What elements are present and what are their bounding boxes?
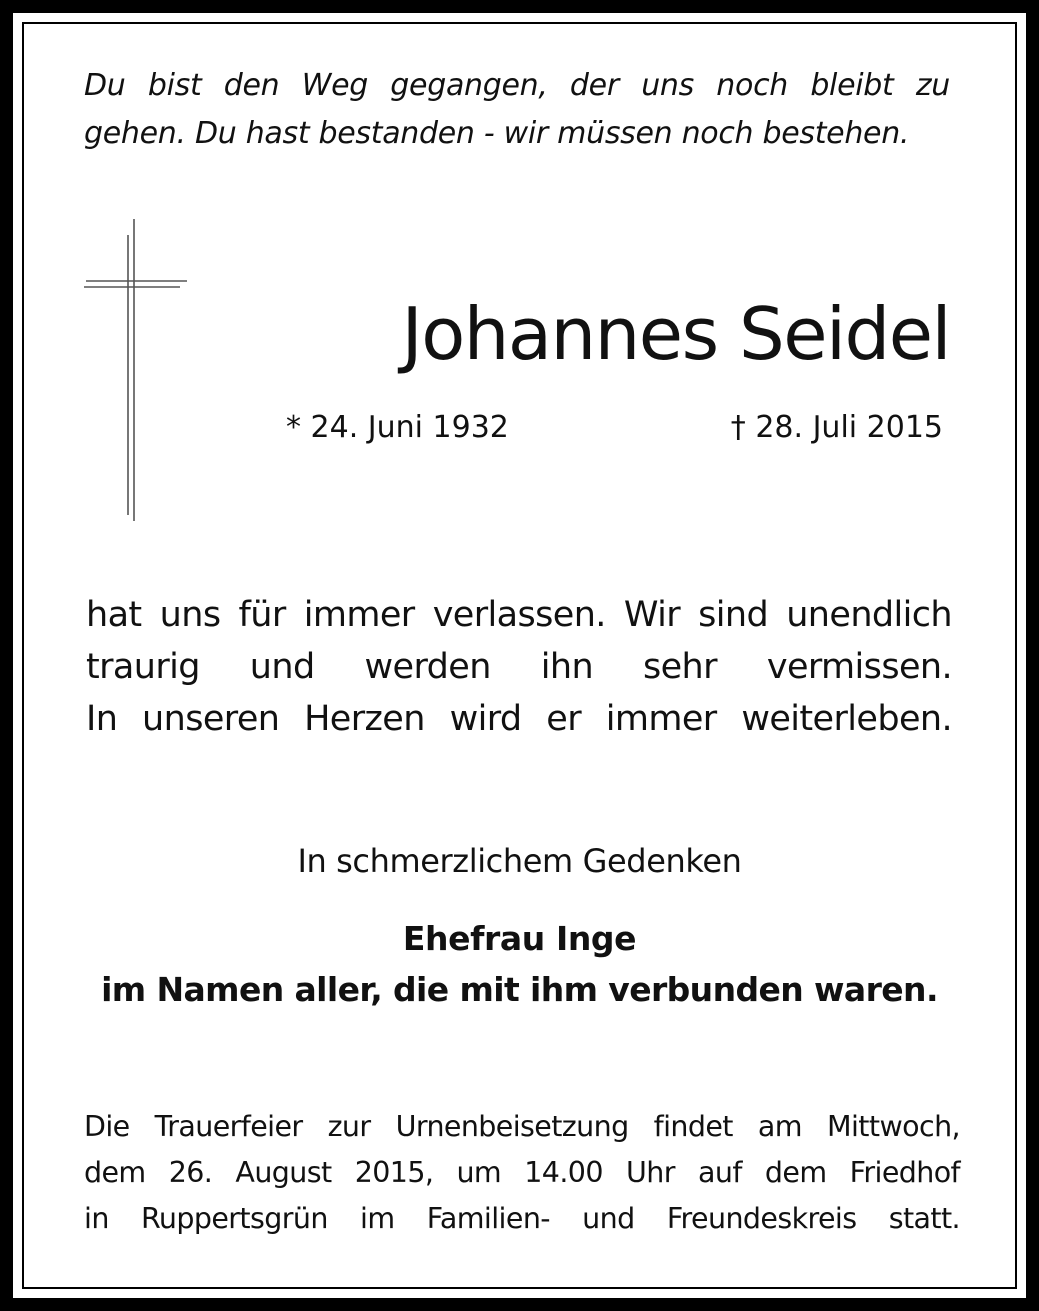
ceremony-notice [84, 1104, 960, 1242]
birth-date: * 24. Juni 1932 [286, 410, 509, 445]
ceremony-line: Die Trauerfeier zur Urnenbeisetzung findet am Mittwoch, [84, 1110, 960, 1143]
mourning-intro: In schmerzlichem Gedenken [297, 842, 742, 880]
motto-line: gehen. Du hast bestanden - wir müssen noch bestehen. [84, 116, 910, 151]
motto-line: Du bist den Weg gegangen, der uns noch bleibt zu [84, 68, 950, 103]
death-date: † 28. Juli 2015 [730, 410, 943, 445]
spouse-name: Ehefrau Inge [402, 919, 637, 958]
deceased-name: Johannes Seidel [401, 292, 950, 376]
farewell-message [86, 589, 952, 745]
ceremony-line: dem 26. August 2015, um 14.00 Uhr auf dem Friedhof [84, 1156, 960, 1189]
ceremony-line: in Ruppertsgrün im Familien- und Freundeskreis statt. [84, 1202, 960, 1235]
message-line: hat uns für immer verlassen. Wir sind unendlich [86, 595, 952, 635]
motto-quote [84, 62, 950, 158]
message-line: In unseren Herzen wird er immer weiterleben. [86, 699, 952, 739]
message-line: traurig und werden ihn sehr vermissen. [86, 647, 952, 687]
on-behalf-line: im Namen aller, die mit ihm verbunden waren. [101, 970, 938, 1009]
cross-icon [80, 215, 192, 525]
